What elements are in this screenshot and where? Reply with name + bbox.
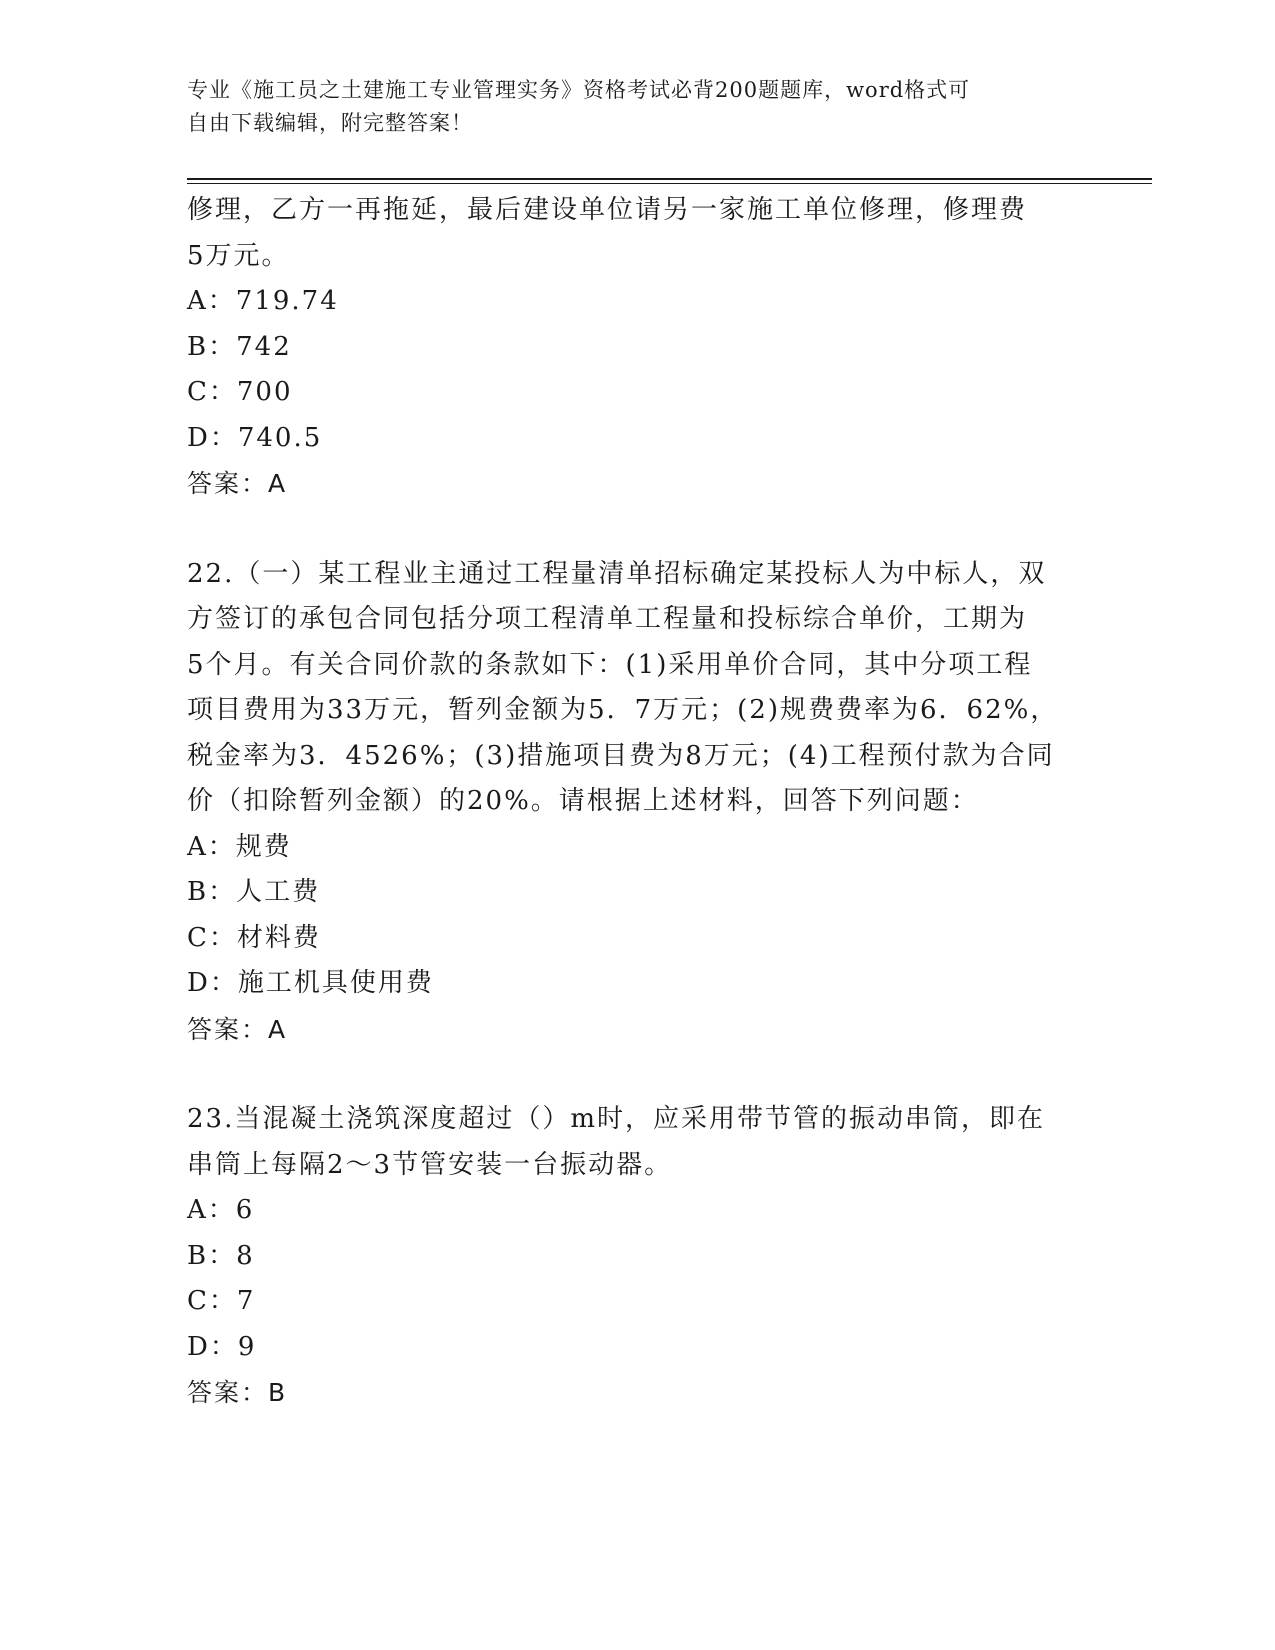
option-b: B：8 — [187, 1240, 255, 1271]
question-text-line: 22.（一）某工程业主通过工程量清单招标确定某投标人为中标人，双 — [187, 558, 1047, 589]
question-text-line: 串筒上每隔2～3节管安装一台振动器。 — [187, 1149, 673, 1180]
option-a: A：6 — [187, 1195, 255, 1225]
header-rule-thick — [187, 178, 1152, 180]
header-line-1: 专业《施工员之土建施工专业管理实务》资格考试必背200题题库，word格式可 — [187, 78, 971, 102]
question-text-line: 价（扣除暂列金额）的20%。请根据上述材料，回答下列问题： — [187, 786, 979, 816]
question-text-line: 修理，乙方一再拖延，最后建设单位请另一家施工单位修理，修理费 — [187, 195, 1028, 225]
option-c: C：材料费 — [187, 922, 321, 953]
option-d: D：施工机具使用费 — [187, 968, 434, 998]
document-header — [187, 74, 1067, 140]
option-c: C：700 — [187, 377, 293, 407]
question-text-line: 方签订的承包合同包括分项工程清单工程量和投标综合单价，工期为 — [187, 604, 1028, 634]
option-d: D：740.5 — [187, 422, 323, 453]
spacer — [187, 507, 1087, 552]
option-c: C：7 — [187, 1286, 256, 1316]
question-text-line: 5个月。有关合同价款的条款如下：(1)采用单价合同，其中分项工程 — [187, 649, 1033, 680]
option-a: A：规费 — [187, 831, 292, 862]
spacer — [187, 1052, 1087, 1097]
option-a: A：719.74 — [187, 286, 339, 316]
question-block — [187, 552, 1087, 1053]
option-b: B：人工费 — [187, 877, 321, 907]
question-text-line: 项目费用为33万元，暂列金额为5．7万元；(2)规费费率为6．62%， — [187, 695, 1059, 725]
question-block — [187, 188, 1087, 507]
header-rule-thin — [187, 183, 1152, 184]
question-text-line: 5万元。 — [187, 240, 290, 271]
question-text-line: 23.当混凝土浇筑深度超过（）m时，应采用带节管的振动串筒，即在 — [187, 1104, 1046, 1134]
question-block — [187, 1097, 1087, 1416]
answer-line: 答案：A — [187, 469, 288, 498]
document-body — [187, 188, 1087, 1416]
answer-line: 答案：B — [187, 1378, 288, 1407]
header-line-2: 自由下载编辑，附完整答案！ — [187, 111, 473, 135]
option-d: D：9 — [187, 1331, 257, 1362]
question-text-line: 税金率为3．4526%；(3)措施项目费为8万元；(4)工程预付款为合同 — [187, 740, 1055, 771]
answer-line: 答案：A — [187, 1014, 288, 1044]
option-b: B：742 — [187, 331, 292, 362]
